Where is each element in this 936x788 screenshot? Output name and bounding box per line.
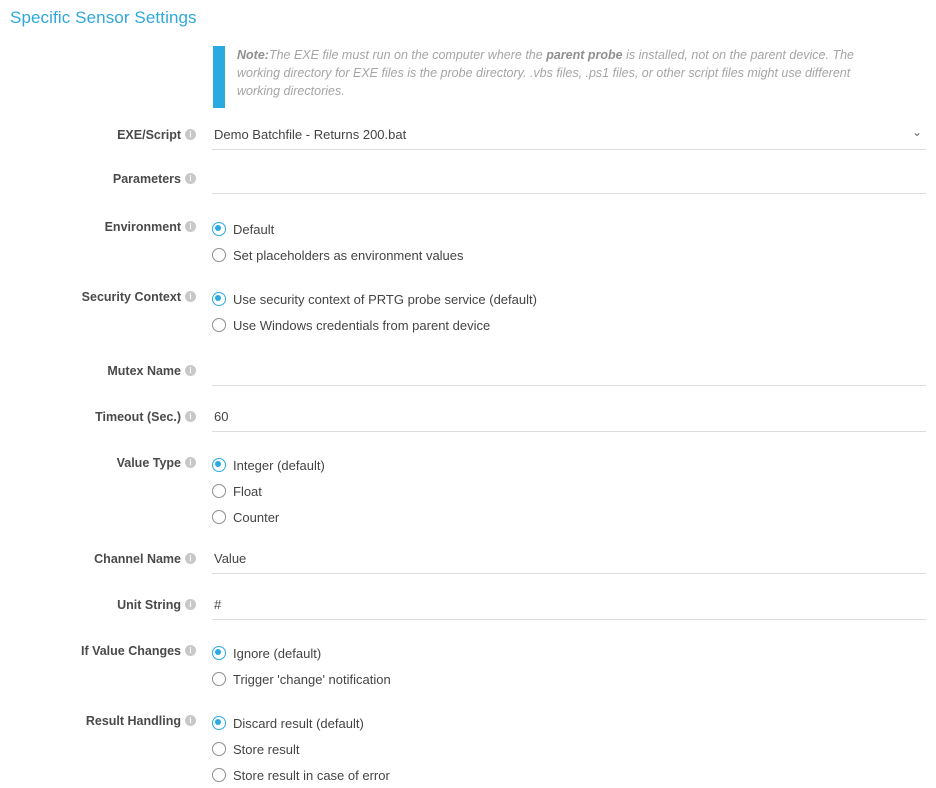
radio-label: Use security context of PRTG probe service (default) [233, 291, 537, 307]
row-timeout [0, 404, 936, 434]
environment-radio-group [212, 214, 926, 268]
radio-option[interactable] [212, 736, 926, 762]
radio-label: Default [233, 221, 275, 237]
label-security-context-text: Security Context [81, 290, 181, 304]
row-value-type [0, 450, 936, 530]
note-prefix: Note: [237, 48, 269, 62]
row-environment [0, 214, 936, 268]
field-environment [200, 214, 936, 268]
label-environment-text: Environment [104, 220, 181, 234]
row-parameters [0, 166, 936, 196]
field-timeout [200, 404, 936, 432]
label-parameters [0, 166, 200, 186]
radio-option[interactable] [212, 286, 926, 312]
field-channel-name [200, 546, 936, 574]
note-bold-1: parent probe [546, 48, 623, 62]
radio-option[interactable] [212, 762, 926, 788]
radio-label: Discard result (default) [233, 715, 364, 731]
label-exe-script-text: EXE/Script [117, 128, 181, 142]
field-exe-script [200, 122, 936, 150]
radio-option[interactable] [212, 452, 926, 478]
label-if-value-changes [0, 638, 200, 658]
row-mutex-name [0, 358, 936, 388]
value-type-radio-group [212, 450, 926, 530]
radio-option[interactable] [212, 640, 926, 666]
field-value-type [200, 450, 936, 530]
field-mutex-name [200, 358, 936, 386]
security-context-radio-group [212, 284, 926, 338]
row-channel-name [0, 546, 936, 576]
field-security-context [200, 284, 936, 338]
chevron-down-icon[interactable]: ⌄ [912, 125, 923, 139]
row-exe-script [0, 122, 936, 152]
field-result-handling [200, 708, 936, 788]
radio-option[interactable] [212, 312, 926, 338]
exe-script-selected-value: Demo Batchfile - Returns 200.bat [214, 127, 407, 142]
info-icon[interactable]: i [185, 553, 196, 564]
row-unit-string [0, 592, 936, 622]
radio-label: Store result in case of error [233, 767, 390, 783]
info-icon[interactable]: i [185, 129, 196, 140]
radio-button-icon[interactable] [212, 646, 226, 660]
field-unit-string [200, 592, 936, 620]
unit-string-input[interactable] [212, 592, 926, 620]
radio-button-icon[interactable] [212, 292, 226, 306]
note-part-1: The EXE file must run on the computer where the [268, 48, 547, 62]
info-icon[interactable]: i [185, 173, 196, 184]
radio-button-icon[interactable] [212, 484, 226, 498]
info-icon[interactable]: i [185, 221, 196, 232]
label-timeout-text: Timeout (Sec.) [95, 410, 181, 424]
radio-label: Counter [233, 509, 280, 525]
radio-label: Float [233, 483, 262, 499]
label-timeout [0, 404, 200, 424]
label-exe-script [0, 122, 200, 142]
radio-option[interactable] [212, 478, 926, 504]
row-result-handling [0, 708, 936, 788]
label-unit-string-text: Unit String [117, 598, 181, 612]
label-value-type [0, 450, 200, 470]
radio-option[interactable] [212, 504, 926, 530]
radio-button-icon[interactable] [212, 742, 226, 756]
radio-button-icon[interactable] [212, 716, 226, 730]
page-title: Specific Sensor Settings [10, 8, 197, 27]
row-security-context [0, 284, 936, 338]
radio-label: Store result [233, 741, 300, 757]
if-value-changes-radio-group [212, 638, 926, 692]
label-parameters-text: Parameters [112, 172, 181, 186]
radio-button-icon[interactable] [212, 672, 226, 686]
radio-button-icon[interactable] [212, 458, 226, 472]
radio-option[interactable] [212, 242, 926, 268]
label-unit-string [0, 592, 200, 612]
result-handling-radio-group [212, 708, 926, 788]
info-icon[interactable]: i [185, 599, 196, 610]
radio-option[interactable] [212, 710, 926, 736]
timeout-input[interactable] [212, 404, 926, 432]
radio-option[interactable] [212, 666, 926, 692]
info-icon[interactable]: i [185, 457, 196, 468]
label-channel-name-text: Channel Name [94, 552, 181, 566]
label-value-type-text: Value Type [116, 456, 181, 470]
label-mutex-name-text: Mutex Name [107, 364, 181, 378]
info-icon[interactable]: i [185, 291, 196, 302]
settings-form [0, 122, 936, 788]
label-result-handling-text: Result Handling [85, 714, 181, 728]
info-icon[interactable]: i [185, 411, 196, 422]
radio-button-icon[interactable] [212, 768, 226, 782]
field-parameters [200, 166, 936, 194]
radio-button-icon[interactable] [212, 248, 226, 262]
note-banner [0, 46, 936, 108]
field-if-value-changes [200, 638, 936, 692]
exe-script-select[interactable] [212, 122, 926, 150]
radio-option[interactable] [212, 216, 926, 242]
note-part-2: is installed, not on the parent device. The working directory for EXE files is the probe directory. .vbs files, .ps1 files, or other script files might use different working directories. [237, 48, 854, 98]
radio-label: Integer (default) [233, 457, 325, 473]
label-mutex-name [0, 358, 200, 378]
info-icon[interactable]: i [185, 645, 196, 656]
radio-label: Set placeholders as environment values [233, 247, 464, 263]
radio-label: Trigger 'change' notification [233, 671, 391, 687]
note-text [225, 46, 892, 108]
channel-name-input[interactable] [212, 546, 926, 574]
row-if-value-changes [0, 638, 936, 692]
label-if-value-changes-text: If Value Changes [80, 644, 181, 658]
radio-button-icon[interactable] [212, 222, 226, 236]
note-accent-bar [213, 46, 225, 108]
label-result-handling [0, 708, 200, 728]
label-environment [0, 214, 200, 234]
parameters-input[interactable] [212, 166, 926, 194]
radio-label: Use Windows credentials from parent device [233, 317, 491, 333]
radio-label: Ignore (default) [233, 645, 322, 661]
label-channel-name [0, 546, 200, 566]
mutex-name-input[interactable] [212, 358, 926, 386]
label-security-context [0, 284, 200, 304]
radio-button-icon[interactable] [212, 510, 226, 524]
info-icon[interactable]: i [185, 365, 196, 376]
info-icon[interactable]: i [185, 715, 196, 726]
radio-button-icon[interactable] [212, 318, 226, 332]
